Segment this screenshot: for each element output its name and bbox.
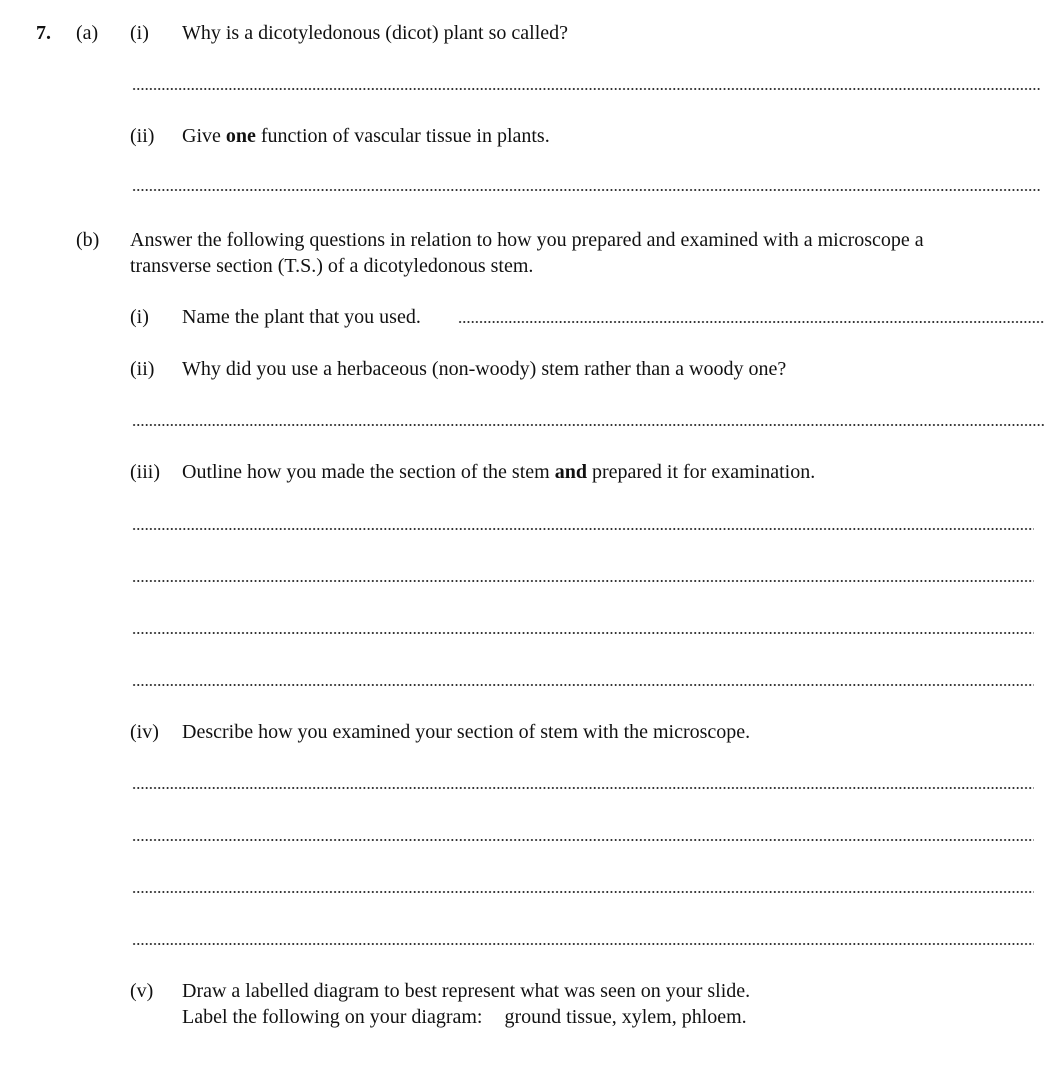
question-b-iii-text: Outline how you made the section of the stem and prepared it for examination. [182, 461, 816, 483]
answer-line-b-iv-4[interactable] [132, 942, 1034, 946]
answer-line-b-iii-2[interactable] [132, 579, 1034, 583]
answer-line-b-iv-2[interactable] [132, 838, 1034, 842]
answer-line-b-iii-1[interactable] [132, 527, 1034, 531]
question-a-ii-text: Give one function of vascular tissue in plants. [182, 125, 550, 147]
sub-b-v-label: (v) [130, 980, 154, 1002]
answer-line-b-i[interactable] [458, 320, 1044, 324]
answer-line-a-ii[interactable] [132, 188, 1040, 192]
sub-b-ii-label: (ii) [130, 358, 155, 380]
question-b-ii-text: Why did you use a herbaceous (non-woody) stem rather than a woody one? [182, 358, 787, 380]
question-b-i-text: Name the plant that you used. [182, 306, 421, 328]
part-b-intro-line2: transverse section (T.S.) of a dicotyledonous stem. [130, 255, 534, 277]
question-b-iv-text: Describe how you examined your section of stem with the microscope. [182, 721, 751, 743]
sub-i-label: (i) [130, 22, 149, 44]
question-number: 7. [36, 22, 51, 44]
answer-line-b-ii[interactable] [132, 423, 1044, 427]
part-b-intro-line1: Answer the following questions in relation to how you prepared and examined with a microscope a [130, 229, 924, 251]
answer-line-b-iv-3[interactable] [132, 890, 1034, 894]
question-b-v-line2: Label the following on your diagram: ground tissue, xylem, phloem. [182, 1006, 747, 1028]
sub-b-i-label: (i) [130, 306, 149, 328]
answer-line-b-iii-3[interactable] [132, 631, 1034, 635]
diagram-label-list: ground tissue, xylem, phloem. [504, 1006, 747, 1028]
part-a-label: (a) [76, 22, 99, 44]
sub-b-iv-label: (iv) [130, 721, 159, 743]
answer-line-a-i[interactable] [132, 87, 1040, 91]
sub-ii-label: (ii) [130, 125, 155, 147]
question-b-v-line1: Draw a labelled diagram to best represent what was seen on your slide. [182, 980, 751, 1002]
answer-line-b-iv-1[interactable] [132, 786, 1034, 790]
part-b-label: (b) [76, 229, 100, 251]
question-a-i-text: Why is a dicotyledonous (dicot) plant so called? [182, 22, 569, 44]
answer-line-b-iii-4[interactable] [132, 683, 1034, 687]
sub-b-iii-label: (iii) [130, 461, 160, 483]
